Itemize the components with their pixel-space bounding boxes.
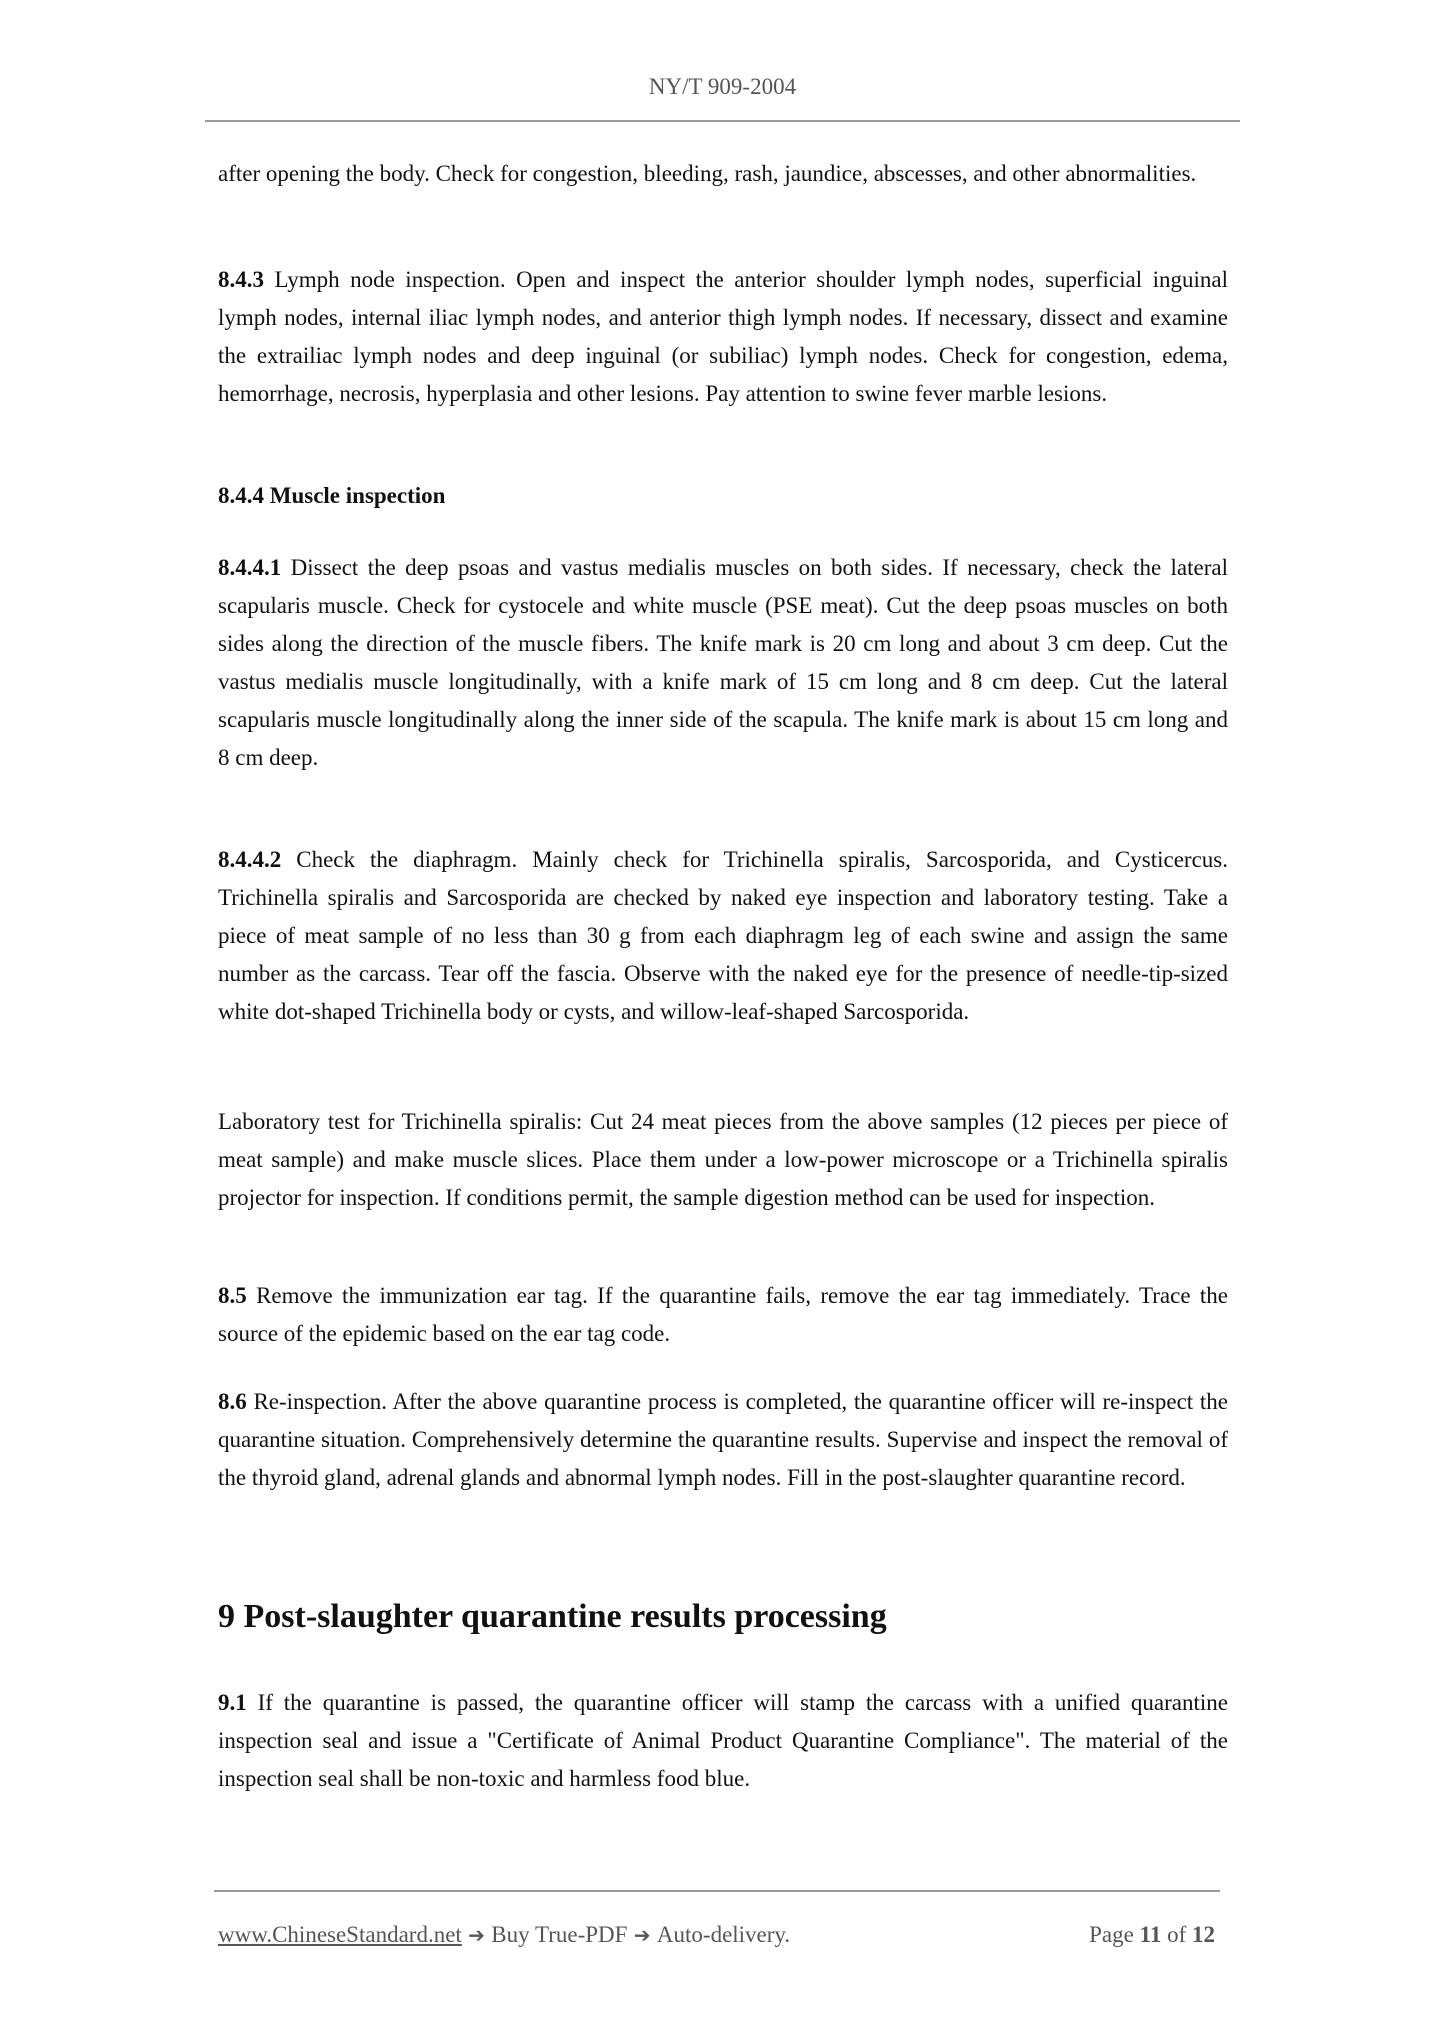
- paragraph-8-5: [218, 1277, 1228, 1353]
- of-label: of: [1161, 1922, 1192, 1947]
- clause-text: Check the diaphragm. Mainly check for Trichinella spiralis, Sarcosporida, and Cysticercus. Trichinella spiralis and Sarcosporida are checked by naked eye inspection and laboratory testing. Take a piece of meat sample of no less than 30 g from each diaphragm leg of each swine and assign the same number as the carcass. Tear off the fascia. Observe with the naked eye for the presence of needle-tip-sized white dot-shaped Trichinella body or cysts, and willow-leaf-shaped Sarcosporida.: [218, 847, 1228, 1024]
- clause-number: 8.4.4.2: [218, 847, 282, 872]
- clause-number: 8.4.3: [218, 267, 264, 292]
- clause-text: Remove the immunization ear tag. If the quarantine fails, remove the ear tag immediately. Trace the source of the epidemic based on the ear tag code.: [218, 1283, 1228, 1346]
- total-pages-number: 12: [1192, 1922, 1215, 1947]
- paragraph-8-6: [218, 1383, 1228, 1497]
- current-page-number: 11: [1139, 1922, 1162, 1947]
- clause-text: Dissect the deep psoas and vastus medialis muscles on both sides. If necessary, check the lateral scapularis muscle. Check for cystocele and white muscle (PSE meat). Cut the deep psoas muscles on both sides along the direction of the muscle fibers. The knife mark is 20 cm long and about 3 cm deep. Cut the vastus medialis muscle longitudinally, with a knife mark of 15 cm long and 8 cm deep. Cut the lateral scapularis muscle longitudinally along the inner side of the scapula. The knife mark is about 15 cm long and 8 cm deep.: [218, 555, 1228, 770]
- arrow-right-icon: ➔: [461, 1923, 492, 1947]
- clause-text: Re-inspection. After the above quarantine process is completed, the quarantine officer will re-inspect the quarantine situation. Comprehensively determine the quarantine results. Supervise and inspect the removal of the thyroid gland, adrenal glands and abnormal lymph nodes. Fill in the post-slaughter quarantine record.: [218, 1389, 1228, 1490]
- clause-number: 8.4.4.1: [218, 555, 282, 580]
- auto-delivery-text: Auto-delivery.: [656, 1922, 791, 1947]
- website-link[interactable]: www.ChineseStandard.net: [218, 1922, 462, 1947]
- paragraph-lab-test: Laboratory test for Trichinella spiralis: Cut 24 meat pieces from the above samples (12 pieces per piece of meat sample) and make muscle slices. Place them under a low-power microscope or a Trichinella spiralis projector for inspection. If conditions permit, the sample digestion method can be used for inspection.: [218, 1109, 1228, 1210]
- paragraph-9-1: [218, 1684, 1228, 1798]
- paragraph-8-4-3: [218, 261, 1228, 413]
- page-indicator: [1089, 1920, 1215, 1950]
- standard-number-title: NY/T 909-2004: [648, 74, 797, 99]
- continuation-paragraph: after opening the body. Check for congestion, bleeding, rash, jaundice, abscesses, and other abnormalities.: [218, 161, 1197, 186]
- buy-pdf-text: Buy True-PDF: [491, 1922, 628, 1947]
- paragraph-8-4-4-2: [218, 841, 1228, 1031]
- clause-number: 9.1: [218, 1690, 247, 1715]
- header-divider: [205, 120, 1240, 122]
- page-label: Page: [1089, 1922, 1140, 1947]
- paragraph-8-4-4-1: [218, 549, 1228, 777]
- section-heading-9: 9 Post-slaughter quarantine results processing: [218, 1598, 887, 1635]
- clause-number: 8.6: [218, 1389, 247, 1414]
- clause-number: 8.5: [218, 1283, 247, 1308]
- heading-8-4-4: 8.4.4 Muscle inspection: [218, 483, 446, 508]
- clause-text: If the quarantine is passed, the quarantine officer will stamp the carcass with a unified quarantine inspection seal and issue a "Certificate of Animal Product Quarantine Compliance". The material of the inspection seal shall be non-toxic and harmless food blue.: [218, 1690, 1228, 1791]
- clause-text: Lymph node inspection. Open and inspect the anterior shoulder lymph nodes, superficial inguinal lymph nodes, internal iliac lymph nodes, and anterior thigh lymph nodes. If necessary, dissect and examine the extrailiac lymph nodes and deep inguinal (or subiliac) lymph nodes. Check for congestion, edema, hemorrhage, necrosis, hyperplasia and other lesions. Pay attention to swine fever marble lesions.: [218, 267, 1228, 406]
- footer-divider: [214, 1890, 1220, 1892]
- arrow-right-icon: ➔: [627, 1923, 657, 1947]
- footer-promo: [218, 1920, 790, 1950]
